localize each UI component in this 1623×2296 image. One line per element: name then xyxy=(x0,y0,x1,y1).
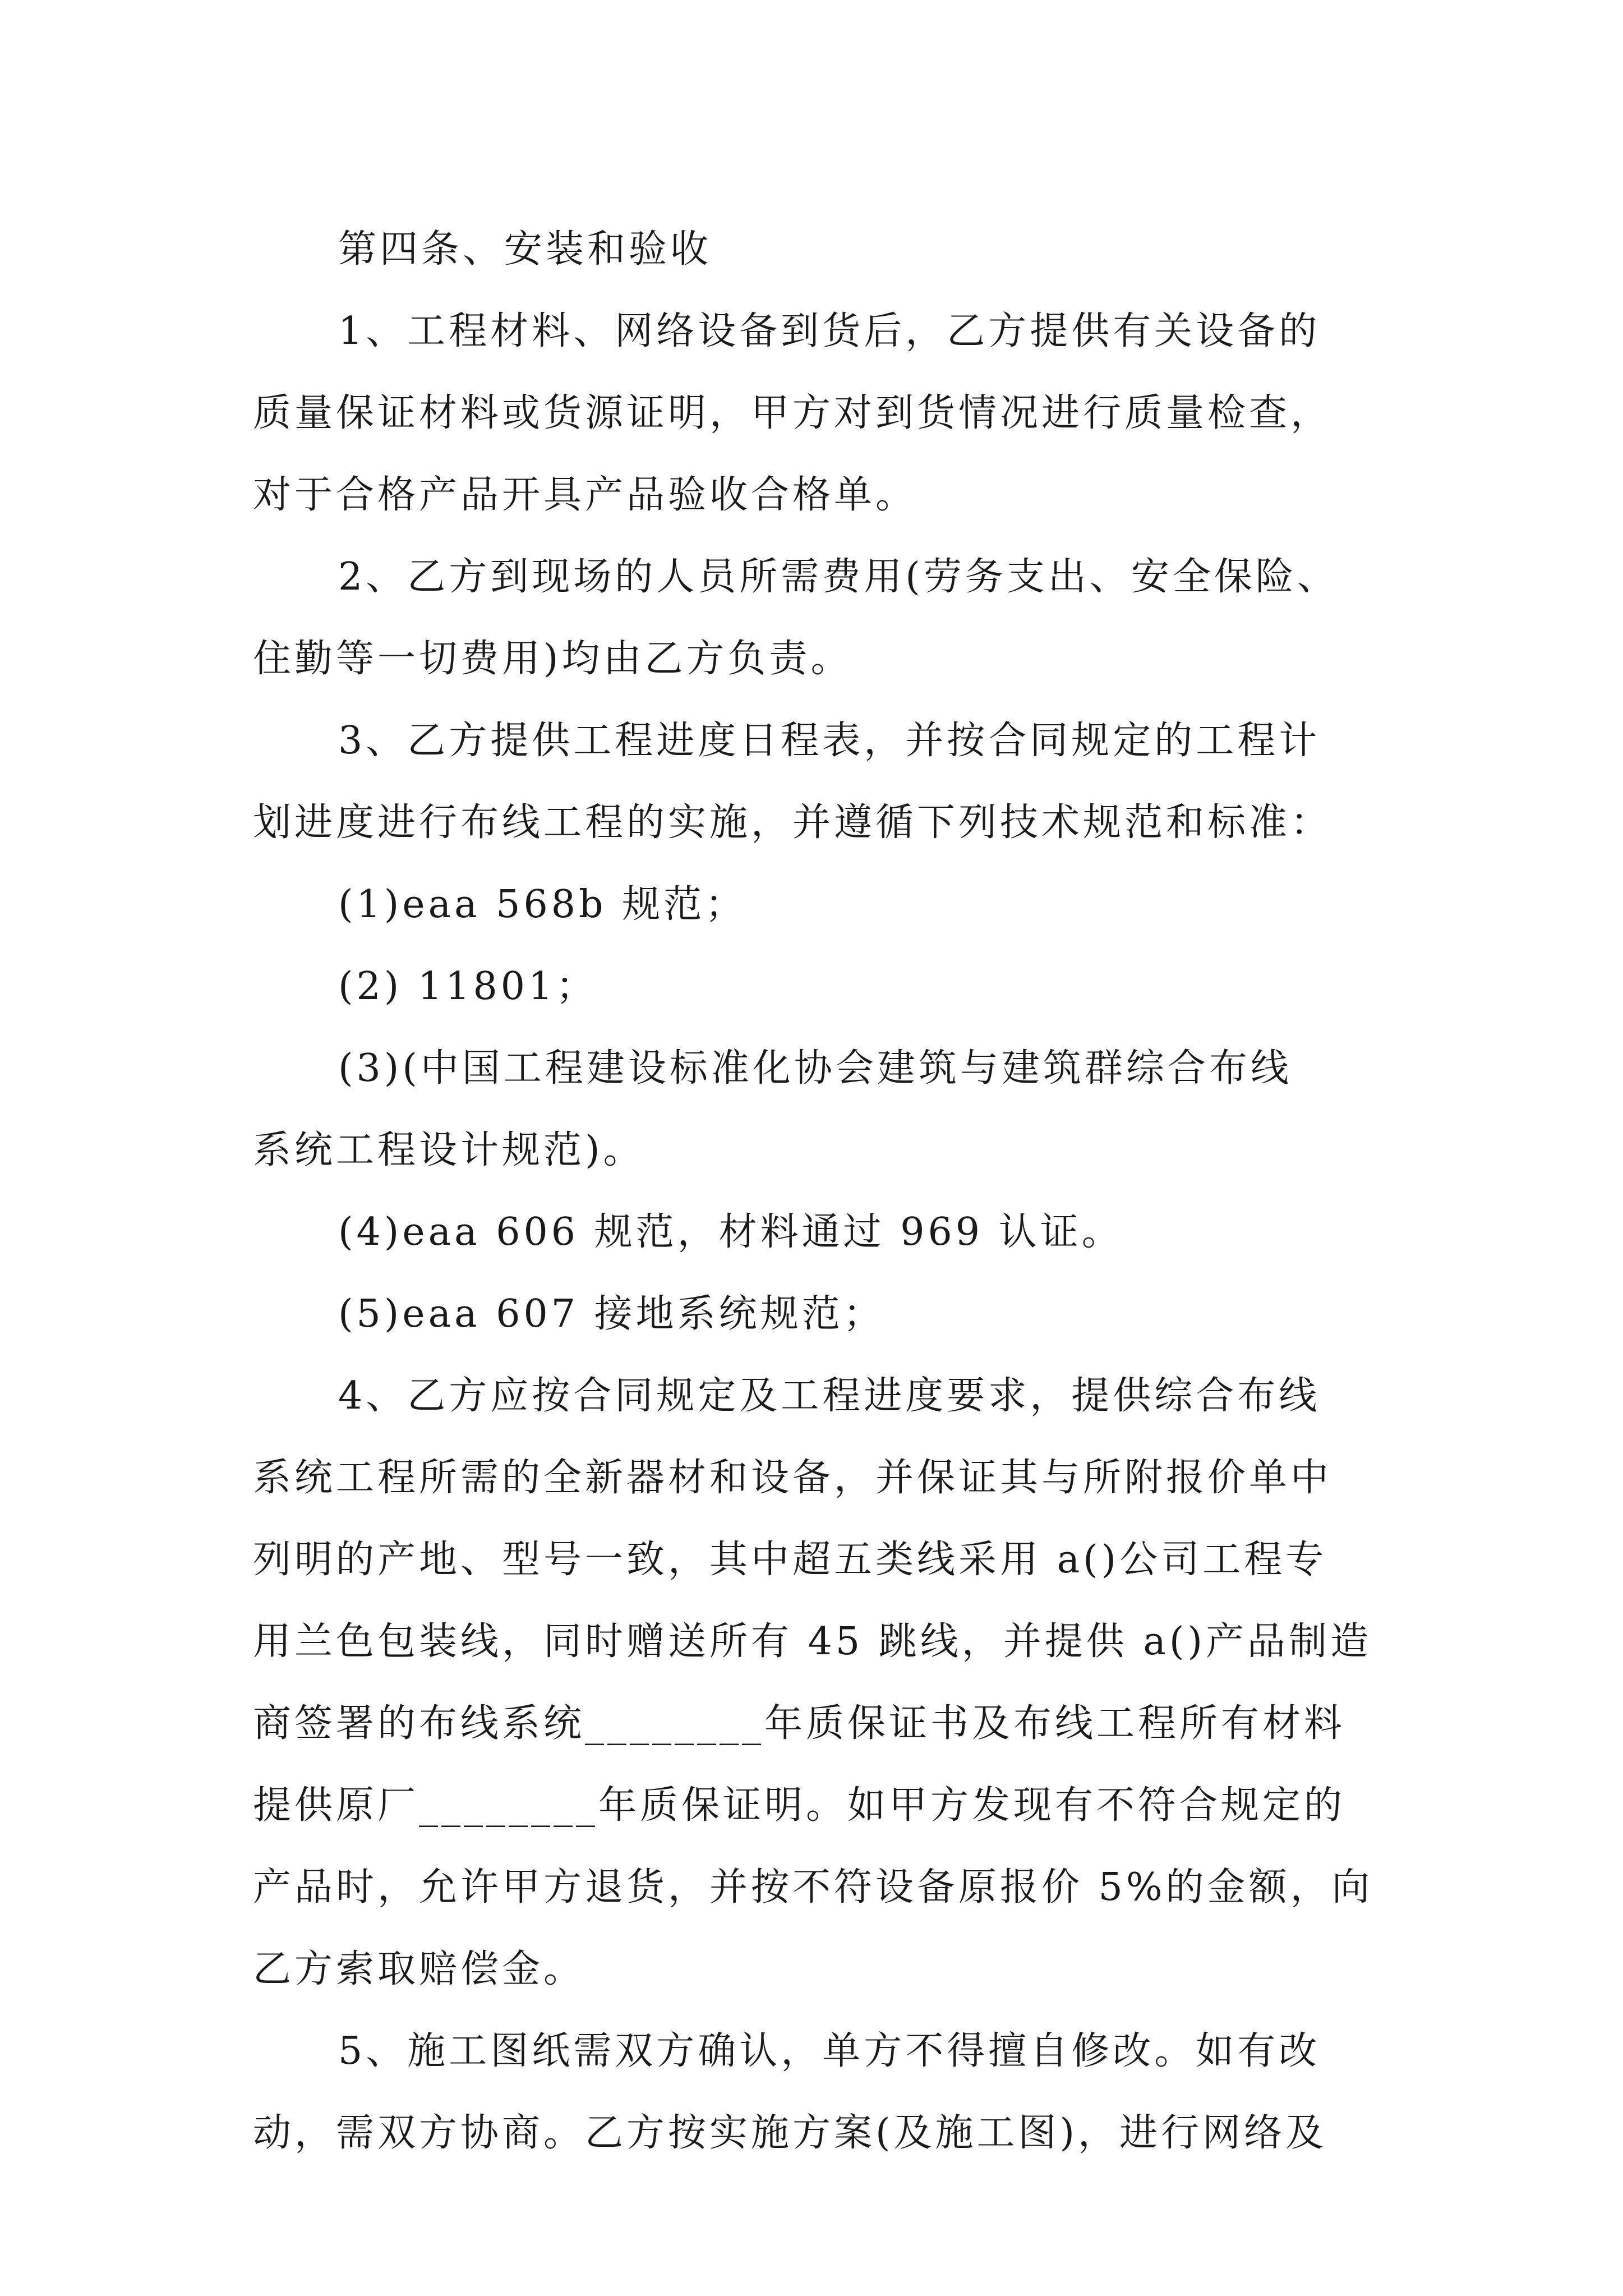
paragraph-line: 划进度进行布线工程的实施，并遵循下列技术规范和标准： xyxy=(253,800,1332,845)
paragraph-line: 住勤等一切费用)均由乙方负责。 xyxy=(253,637,852,681)
paragraph-line: 4、乙方应按合同规定及工程进度要求，提供综合布线 xyxy=(338,1374,1321,1418)
paragraph-line: 系统工程设计规范)。 xyxy=(253,1128,645,1172)
list-item: (2) 11801； xyxy=(338,964,598,1009)
list-item: (1)eaa 568b 规范； xyxy=(338,882,747,927)
paragraph-line: 3、乙方提供工程进度日程表，并按合同规定的工程计 xyxy=(338,719,1321,763)
list-item: (3)(中国工程建设标准化协会建筑与建筑群综合布线 xyxy=(338,1046,1292,1091)
document-body xyxy=(253,209,1375,2174)
paragraph-line: 列明的产地、型号一致，其中超五类线采用 a()公司工程专 xyxy=(253,1538,1327,1582)
paragraph-line: 5、施工图纸需双方确认，单方不得擅自修改。如有改 xyxy=(338,2029,1321,2073)
paragraph-line: 1、工程材料、网络设备到货后，乙方提供有关设备的 xyxy=(338,309,1321,353)
paragraph-line: 2、乙方到现场的人员所需费用(劳务支出、安全保险、 xyxy=(338,555,1339,599)
list-item: (5)eaa 607 接地系统规范； xyxy=(338,1292,885,1336)
paragraph-line: 产品时，允许甲方退货，并按不符设备原报价 5%的金额，向 xyxy=(253,1865,1373,1910)
paragraph-line: 商签署的布线系统________年质保证书及布线工程所有材料 xyxy=(253,1701,1346,1746)
paragraph-line: 用兰色包装线，同时赠送所有 45 跳线，并提供 a()产品制造 xyxy=(253,1619,1372,1664)
paragraph-line: 乙方索取赔偿金。 xyxy=(253,1947,585,1991)
paragraph-line: 系统工程所需的全新器材和设备，并保证其与所附报价单中 xyxy=(253,1456,1332,1500)
paragraph-line: 质量保证材料或货源证明，甲方对到货情况进行质量检查， xyxy=(253,391,1332,435)
paragraph-line: 对于合格产品开具产品验收合格单。 xyxy=(253,473,917,517)
paragraph-line: 动，需双方协商。乙方按实施方案(及施工图)，进行网络及 xyxy=(253,2111,1327,2155)
paragraph-line: 提供原厂________年质保证明。如甲方发现有不符合规定的 xyxy=(253,1783,1346,1828)
section-heading: 第四条、安装和验收 xyxy=(338,227,712,272)
list-item: (4)eaa 606 规范，材料通过 969 认证。 xyxy=(338,1210,1123,1254)
